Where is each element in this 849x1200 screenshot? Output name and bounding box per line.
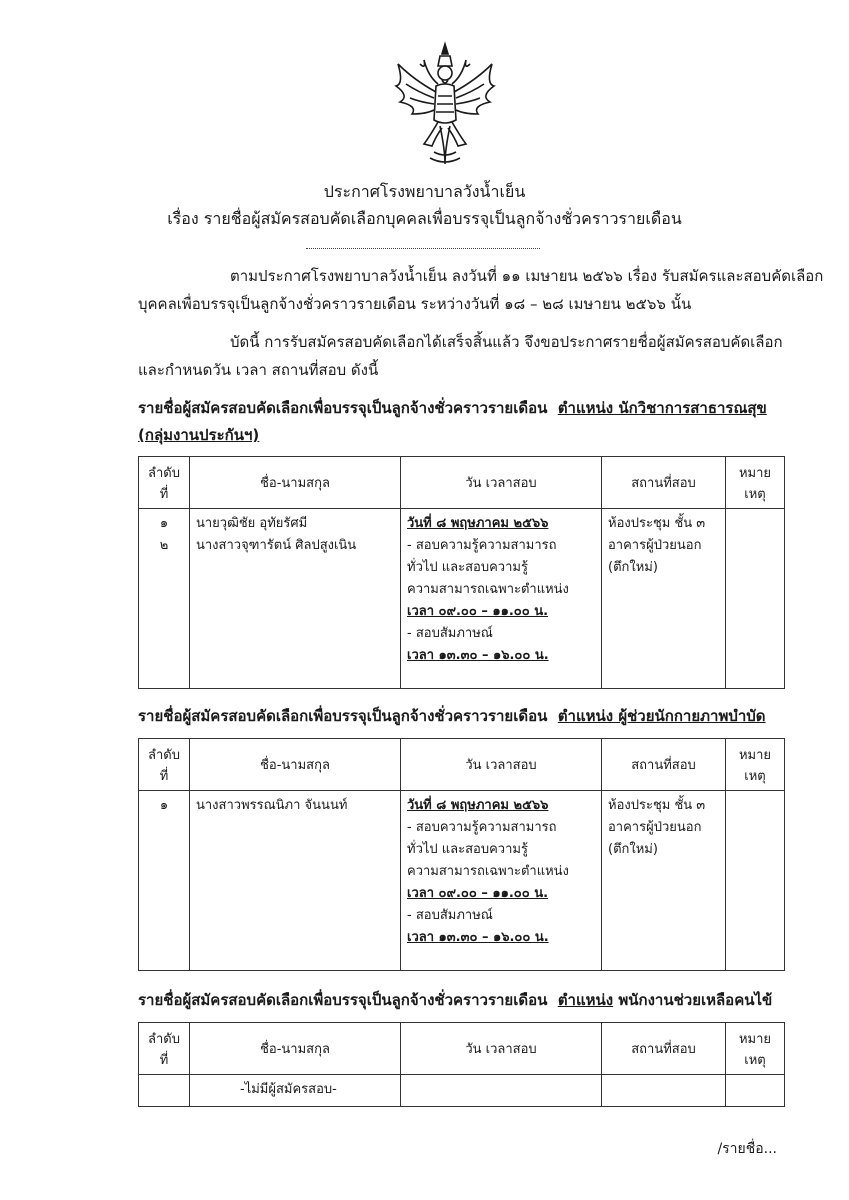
exam-place: อาคารผู้ป่วยนอก [608,820,702,835]
empty-message: -ไม่มีผู้สมัครสอบ- [240,1082,337,1097]
header-order: ลำดับ ที่ [139,739,190,791]
exam-time: เวลา ๐๙.๐๐ – ๑๑.๐๐ น. [407,604,549,619]
announcement-subject: เรื่อง รายชื่อผู้สมัครสอบคัดเลือกบุคคลเพื่อบรรจุเป็นลูกจ้างชั่วคราวรายเดือน [167,209,682,228]
exam-place: ห้องประชุม ชั้น ๓ [608,516,706,531]
section-1-caption [138,398,767,418]
table-row [139,1075,785,1107]
exam-desc: - สอบความรู้ความสามารถ [407,820,557,835]
header-name: ชื่อ-นามสกุล [190,739,401,791]
exam-date: วันที่ ๘ พฤษภาคม ๒๕๖๖ [407,798,549,813]
interview-time: เวลา ๑๓.๓๐ – ๑๖.๐๐ น. [407,648,549,663]
paragraph-2-line-2: และกำหนดวัน เวลา สถานที่สอบ ดังนี้ [138,361,379,379]
candidate-name: นางสาวจุฑารัตน์ ศิลปสูงเนิน [196,538,357,553]
exam-time: เวลา ๐๙.๐๐ – ๑๑.๐๐ น. [407,886,549,901]
paragraph-2-line-1: บัดนี้ การรับสมัครสอบคัดเลือกได้เสร็จสิ้นแล้ว จึงขอประกาศรายชื่อผู้สมัครสอบคัดเลือก [230,333,783,351]
order-number: ๑ [159,516,169,531]
interview-time: เวลา ๑๓.๓๐ – ๑๖.๐๐ น. [407,930,549,945]
order-number: ๑ [159,798,169,813]
exam-desc: ทั่วไป และสอบความรู้ [407,842,528,857]
note-cell [726,509,784,517]
header-note: หมาย เหตุ [726,457,785,509]
title-divider [306,248,540,249]
section-1-caption-prefix: รายชื่อผู้สมัครสอบคัดเลือกเพื่อบรรจุเป็นลูกจ้างชั่วคราวรายเดือน [138,399,548,417]
header-name: ชื่อ-นามสกุล [190,1023,401,1075]
candidates-table-3 [138,1022,785,1107]
paragraph-1-line-1: ตามประกาศโรงพยาบาลวังน้ำเย็น ลงวันที่ ๑๑ เมษายน ๒๕๖๖ เรื่อง รับสมัครและสอบคัดเลือก [230,267,824,285]
header-datetime: วัน เวลาสอบ [401,739,602,791]
header-note: หมาย เหตุ [726,739,785,791]
exam-place: ห้องประชุม ชั้น ๓ [608,798,706,813]
header-place: สถานที่สอบ [602,457,726,509]
interview-desc: - สอบสัมภาษณ์ [407,908,493,923]
header-order: ลำดับ ที่ [139,457,190,509]
header-datetime: วัน เวลาสอบ [401,457,602,509]
note-cell [726,791,784,799]
paragraph-1-line-2: บุคคลเพื่อบรรจุเป็นลูกจ้างชั่วคราวรายเดือน ระหว่างวันที่ ๑๘ – ๒๘ เมษายน ๒๕๖๖ นั้น [138,295,692,313]
announcement-title: ประกาศโรงพยาบาลวังน้ำเย็น [323,182,526,201]
exam-place: (ตึกใหม่) [608,560,658,575]
exam-place: อาคารผู้ป่วยนอก [608,538,702,553]
section-2-caption [138,706,766,726]
header-datetime: วัน เวลาสอบ [401,1023,602,1075]
exam-date: วันที่ ๘ พฤษภาคม ๒๕๖๖ [407,516,549,531]
header-order: ลำดับ ที่ [139,1023,190,1075]
section-1-position: ตำแหน่ง นักวิชาการสาธารณสุข [557,399,767,417]
section-3-position-rest: พนักงานช่วยเหลือคนไข้ [618,991,773,1009]
section-3-caption [138,990,772,1010]
exam-desc: - สอบความรู้ความสามารถ [407,538,557,553]
interview-desc: - สอบสัมภาษณ์ [407,626,493,641]
garuda-emblem-icon [390,40,500,168]
exam-desc: ความสามารถเฉพาะตำแหน่ง [407,864,569,879]
exam-desc: ทั่วไป และสอบความรู้ [407,560,528,575]
candidates-table-2 [138,738,785,971]
exam-place: (ตึกใหม่) [608,842,658,857]
candidates-table-1 [138,456,785,689]
section-2-caption-prefix: รายชื่อผู้สมัครสอบคัดเลือกเพื่อบรรจุเป็นลูกจ้างชั่วคราวรายเดือน [138,707,548,725]
section-3-position: ตำแหน่ง [557,991,614,1009]
table-row [139,791,785,971]
exam-desc: ความสามารถเฉพาะตำแหน่ง [407,582,569,597]
header-place: สถานที่สอบ [602,1023,726,1075]
section-2-position: ตำแหน่ง ผู้ช่วยนักกายภาพบำบัด [557,707,766,725]
continued-marker: /รายชื่อ... [717,1141,777,1157]
section-3-caption-prefix: รายชื่อผู้สมัครสอบคัดเลือกเพื่อบรรจุเป็นลูกจ้างชั่วคราวรายเดือน [138,991,548,1009]
candidate-name: นายวุฒิชัย อุทัยรัศมี [196,516,308,531]
section-1-caption-line-2: (กลุ่มงานประกันฯ) [138,426,260,444]
candidate-name: นางสาวพรรณนิภา จันนนท์ [196,798,348,813]
header-note: หมาย เหตุ [726,1023,785,1075]
header-name: ชื่อ-นามสกุล [190,457,401,509]
header-place: สถานที่สอบ [602,739,726,791]
table-row [139,509,785,689]
order-number: ๒ [159,538,169,553]
